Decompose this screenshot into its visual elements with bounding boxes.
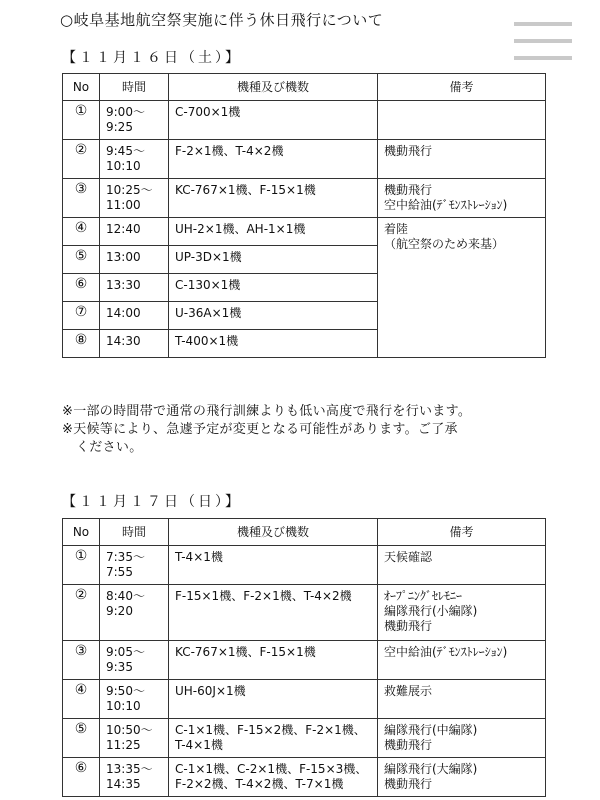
- row-time: 7:35～ 7:55: [100, 546, 169, 585]
- note-schedule-change: ※天候等により、急遽予定が変更となる可能性があります。ご了承: [62, 422, 458, 437]
- row-remarks: 空中給油(ﾃﾞﾓﾝｽﾄﾚｰｼｮﾝ): [378, 641, 546, 680]
- table-row: [63, 140, 546, 179]
- table-row: [63, 585, 546, 641]
- row-remarks: 救難展示: [378, 680, 546, 719]
- row-time: 14:00: [100, 302, 169, 330]
- row-no: ④: [63, 680, 100, 719]
- table-row: [63, 546, 546, 585]
- row-remarks: [378, 101, 546, 140]
- row-no: ⑥: [63, 758, 100, 797]
- header-time: 時間: [100, 519, 169, 546]
- row-time: 14:30: [100, 330, 169, 358]
- day2-heading: 【１１月１７日（日）】: [62, 494, 242, 510]
- row-time: 10:50～ 11:25: [100, 719, 169, 758]
- header-aircraft: 機種及び機数: [169, 519, 378, 546]
- header-aircraft: 機種及び機数: [169, 74, 378, 101]
- row-aircraft: UH-2×1機、AH-1×1機: [169, 218, 378, 246]
- row-time: 8:40～ 9:20: [100, 585, 169, 641]
- row-aircraft: KC-767×1機、F-15×1機: [169, 179, 378, 218]
- row-no: ④: [63, 218, 100, 246]
- header-remarks: 備考: [378, 74, 546, 101]
- hamburger-menu-icon[interactable]: [514, 22, 572, 68]
- row-remarks: 機動飛行: [378, 140, 546, 179]
- row-no: ②: [63, 140, 100, 179]
- table-row: [63, 641, 546, 680]
- row-time: 13:30: [100, 274, 169, 302]
- day1-schedule-table: [62, 73, 546, 358]
- row-aircraft: UP-3D×1機: [169, 246, 378, 274]
- row-no: ①: [63, 101, 100, 140]
- row-remarks: 編隊飛行(大編隊) 機動飛行: [378, 758, 546, 797]
- row-aircraft: F-15×1機、F-2×1機、T-4×2機: [169, 585, 378, 641]
- header-no: No: [63, 74, 100, 101]
- row-time: 12:40: [100, 218, 169, 246]
- row-remarks: 編隊飛行(中編隊) 機動飛行: [378, 719, 546, 758]
- row-no: ⑤: [63, 246, 100, 274]
- header-no: No: [63, 519, 100, 546]
- row-aircraft: U-36A×1機: [169, 302, 378, 330]
- page-title: ○岐阜基地航空祭実施に伴う休日飛行について: [60, 11, 384, 29]
- row-time: 9:05～ 9:35: [100, 641, 169, 680]
- row-aircraft: C-1×1機、C-2×1機、F-15×3機、 F-2×2機、T-4×2機、T-7×1機: [169, 758, 378, 797]
- table-row: [63, 758, 546, 797]
- row-aircraft: C-130×1機: [169, 274, 378, 302]
- table-row: [63, 680, 546, 719]
- row-no: ⑥: [63, 274, 100, 302]
- row-remarks: ｵｰﾌﾟﾆﾝｸﾞｾﾚﾓﾆｰ 編隊飛行(小編隊) 機動飛行: [378, 585, 546, 641]
- row-no: ⑧: [63, 330, 100, 358]
- row-time: 9:00～ 9:25: [100, 101, 169, 140]
- row-no: ③: [63, 179, 100, 218]
- table-header-row: [63, 519, 546, 546]
- row-aircraft: KC-767×1機、F-15×1機: [169, 641, 378, 680]
- row-no: ③: [63, 641, 100, 680]
- note-low-altitude: ※一部の時間帯で通常の飛行訓練よりも低い高度で飛行を行います。: [62, 404, 472, 419]
- row-aircraft: T-4×1機: [169, 546, 378, 585]
- row-aircraft: C-700×1機: [169, 101, 378, 140]
- row-aircraft: F-2×1機、T-4×2機: [169, 140, 378, 179]
- table-row: [63, 719, 546, 758]
- row-no: ①: [63, 546, 100, 585]
- row-remarks: 天候確認: [378, 546, 546, 585]
- row-no: ⑤: [63, 719, 100, 758]
- day2-schedule-table: [62, 518, 546, 797]
- day1-heading: 【１１月１６日（土）】: [62, 50, 242, 66]
- table-row: [63, 101, 546, 140]
- table-row: [63, 218, 546, 246]
- row-time: 9:50～ 10:10: [100, 680, 169, 719]
- table-header-row: [63, 74, 546, 101]
- header-time: 時間: [100, 74, 169, 101]
- row-aircraft: UH-60J×1機: [169, 680, 378, 719]
- note-schedule-change-cont: ください。: [76, 440, 143, 455]
- row-aircraft: C-1×1機、F-15×2機、F-2×1機、 T-4×1機: [169, 719, 378, 758]
- row-no: ②: [63, 585, 100, 641]
- header-remarks: 備考: [378, 519, 546, 546]
- row-time: 13:00: [100, 246, 169, 274]
- row-aircraft: T-400×1機: [169, 330, 378, 358]
- row-no: ⑦: [63, 302, 100, 330]
- row-time: 13:35～ 14:35: [100, 758, 169, 797]
- row-time: 9:45～ 10:10: [100, 140, 169, 179]
- row-remarks: 機動飛行 空中給油(ﾃﾞﾓﾝｽﾄﾚｰｼｮﾝ): [378, 179, 546, 218]
- row-remarks: 着陸 （航空祭のため来基）: [378, 218, 546, 358]
- table-row: [63, 179, 546, 218]
- row-time: 10:25～ 11:00: [100, 179, 169, 218]
